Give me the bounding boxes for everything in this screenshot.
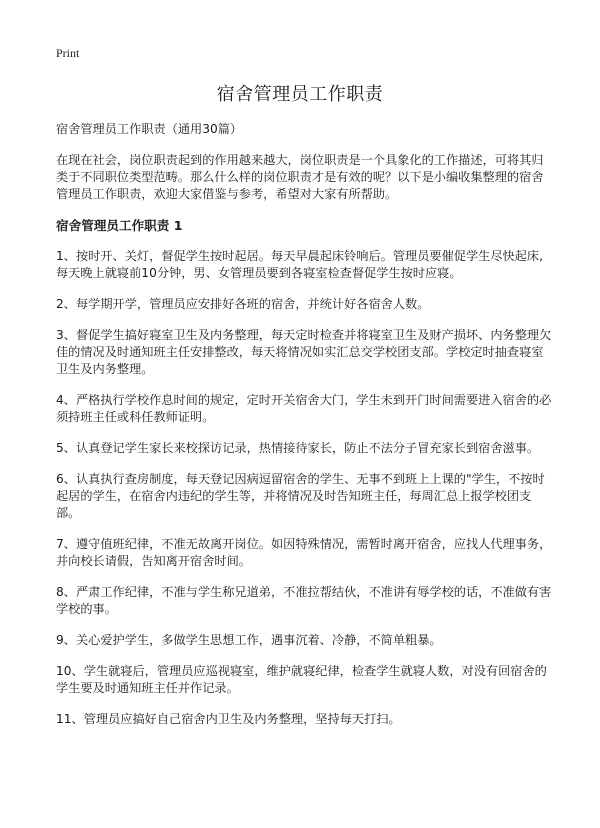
- duty-item-2: 2、每学期开学，管理员应安排好各班的宿舍，并统计好各宿舍人数。: [56, 297, 430, 311]
- duty-item-10: 10、学生就寝后，管理员应巡视寝室，维护就寝纪律，检查学生就寝人数，对没有回宿舍的学生要及时通知班主任并作记录。: [56, 664, 547, 695]
- section-heading: 宿舍管理员工作职责 1: [56, 218, 183, 233]
- duty-item-5: 5、认真登记学生家长来校探访记录，热情接待家长，防止不法分子冒充家长到宿舍滋事。: [56, 441, 540, 455]
- duty-item-7: 7、遵守值班纪律，不准无故离开岗位。如因特殊情况，需暂时离开宿舍，应找人代理事务，并向校长请假，告知离开宿舍时间。: [56, 537, 552, 568]
- duty-item-6: 6、认真执行查房制度，每天登记因病逗留宿舍的学生、无事不到班上上课的"学生，不按时起居的学生，在宿舍内违纪的学生等，并将情况及时告知班主任，每周汇总上报学校团支部。: [56, 472, 545, 520]
- duty-item-8: 8、严肃工作纪律，不准与学生称兄道弟，不准拉帮结伙，不准讲有辱学校的话，不准做有害学校的事。: [56, 585, 552, 616]
- duty-item-1: 1、按时开、关灯，督促学生按时起居。每天早晨起床铃响后。管理员要催促学生尽快起床,每天晚上就寝前10分钟，男、女管理员要到各寝室检查督促学生按时应寝。: [56, 249, 543, 280]
- print-link[interactable]: Print: [56, 46, 80, 60]
- duty-item-11: 11、管理员应搞好自己宿舍内卫生及内务整理，坚持每天打扫。: [56, 712, 401, 726]
- duty-item-9: 9、关心爱护学生，多做学生思想工作，遇事沉着、冷静，不简单粗暴。: [56, 633, 442, 647]
- duty-item-4: 4、严格执行学校作息时间的规定，定时开关宿舍大门，学生未到开门时间需要进入宿舍的必须持班主任或科任教师证明。: [56, 393, 552, 424]
- duty-item-3: 3、督促学生搞好寝室卫生及内务整理，每天定时检查并将寝室卫生及财产损坏、内务整理欠佳的情况及时通知班主任安排整改，每天将情况如实汇总交学校团支部。学校定时抽查寝室卫生及内务整理。: [56, 328, 552, 376]
- page-title: 宿舍管理员工作职责: [216, 84, 384, 105]
- document-subtitle: 宿舍管理员工作职责（通用30篇）: [56, 122, 243, 136]
- intro-paragraph: 在现在社会，岗位职责起到的作用越来越大，岗位职责是一个具象化的工作描述，可将其归类于不同职位类型范畴。那么什么样的岗位职责才是有效的呢？以下是小编收集整理的宿舍管理员工作职责，欢迎大家借鉴与参考，希望对大家有所帮助。: [56, 153, 544, 201]
- document-body: [56, 121, 554, 742]
